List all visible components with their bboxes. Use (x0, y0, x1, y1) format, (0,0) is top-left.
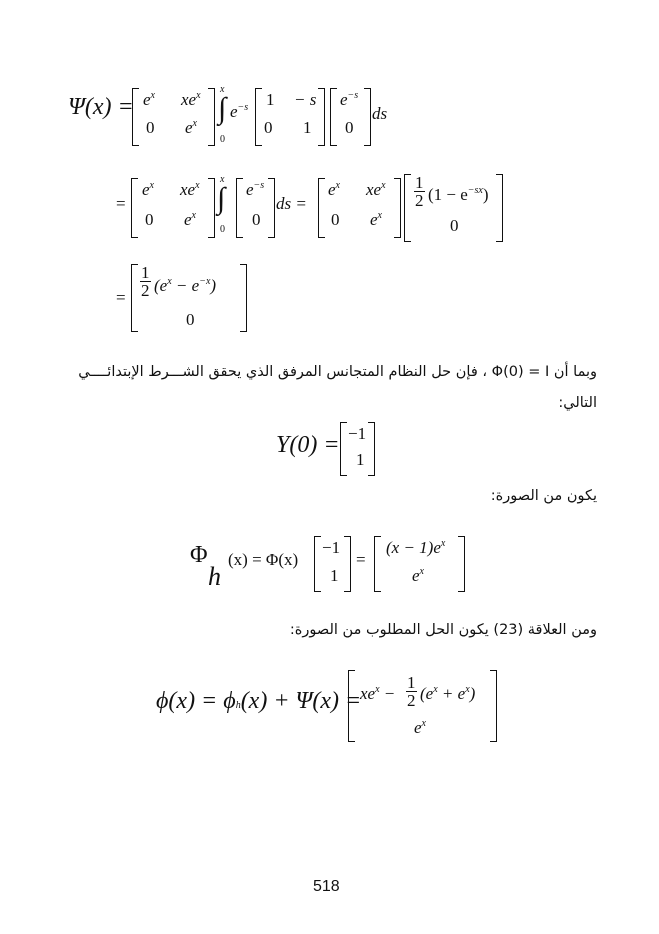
psi-lhs: Ψ(x) = (68, 94, 134, 120)
integral-sign: ∫ (217, 182, 226, 215)
ds-equals: ds = (276, 194, 307, 213)
y0-lhs: Y(0) = (276, 432, 340, 458)
equation-line-3 (116, 262, 256, 334)
m1-a22: $e^x$ (185, 118, 197, 137)
m3-a1: $e^{-s}$ (246, 180, 265, 199)
m1-a11: $e^x$ (142, 180, 154, 199)
equation-final-solution (156, 668, 506, 744)
int-lower: 0 (220, 134, 225, 145)
ds-label: ds (372, 104, 388, 123)
paragraph-form: يكون من الصورة: (490, 488, 597, 504)
m3-a1: $e^{-s}$ (340, 90, 359, 109)
zero-entry: 0 (186, 310, 195, 329)
phi-h-mid: (x) = Φ(x) (228, 550, 299, 569)
tail-expression: $(1 - e^{-sx})$ (428, 185, 489, 204)
paragraph-required-solution: ومن العلاقة (23) يكون الحل المطلوب من الصورة: (289, 622, 597, 638)
v-1: −1 (348, 424, 367, 443)
half-fraction: $\frac{1}{2}$ (407, 673, 416, 710)
m1-a22-b: $e^x$ (370, 210, 382, 229)
m1-a21-b: 0 (331, 210, 340, 229)
page-number: 518 (313, 878, 340, 895)
m3-a2: 0 (345, 118, 354, 137)
m3-a2: 0 (252, 210, 261, 229)
equation-initial-vector (276, 420, 386, 478)
m1-a11-b: $e^x$ (328, 180, 340, 199)
m2-a11: 1 (266, 90, 275, 109)
v-1: −1 (322, 538, 341, 557)
subscript-h: h (208, 562, 221, 591)
int-upper: x (220, 84, 225, 95)
e-neg-s: $e^{-s}$ (230, 102, 249, 121)
expr: $(e^x - e^{-x})$ (154, 276, 217, 295)
m1-a22: $e^x$ (184, 210, 196, 229)
equals-sign: = (116, 288, 126, 307)
phi-lhs: ϕ(x) = ϕh(x) + Ψ(x) = (156, 688, 362, 714)
paragraph-initial-condition: وبما أن Φ(0) = I ، فإن حل النظام المتجانس المرفق الذي يحقق الشـــرط الإبتدائــــي (78, 364, 597, 380)
equation-phi-h (190, 532, 480, 598)
m1-a12-b: $xe^x$ (366, 180, 386, 199)
integral-sign: ∫ (218, 92, 227, 125)
m2-a22: 1 (303, 118, 312, 137)
equals-sign: = (356, 550, 366, 569)
final-r2: $e^x$ (414, 718, 426, 737)
m1-a12: $xe^x$ (181, 90, 201, 109)
phi-symbol: Φ (190, 542, 208, 568)
equation-psi-definition (68, 84, 408, 148)
equals-sign: = (116, 194, 126, 213)
v-2: 1 (356, 450, 365, 469)
half-fraction: $\frac{1}{2}$ (141, 263, 150, 300)
m1-a21: 0 (146, 118, 155, 137)
int-upper: x (220, 174, 225, 185)
half-fraction: $\frac{1}{2}$ (415, 173, 424, 210)
equation-line-2 (116, 172, 516, 242)
m1-a21: 0 (145, 210, 154, 229)
final-r1-tail: $(e^x + e^x)$ (420, 684, 476, 703)
result-r2: $e^x$ (412, 566, 424, 585)
v-2: 1 (330, 566, 339, 585)
paragraph-initial-condition-cont: التالي: (558, 395, 597, 411)
m1-a12: $xe^x$ (180, 180, 200, 199)
zero-entry: 0 (450, 216, 459, 235)
m2-a21: 0 (264, 118, 273, 137)
result-r1: $(x - 1)e^x$ (386, 538, 446, 557)
m2-a12: − s (294, 90, 317, 109)
int-lower: 0 (220, 224, 225, 235)
m1-a11: $e^x$ (143, 90, 155, 109)
final-r1: $xe^x$ − (360, 684, 396, 703)
